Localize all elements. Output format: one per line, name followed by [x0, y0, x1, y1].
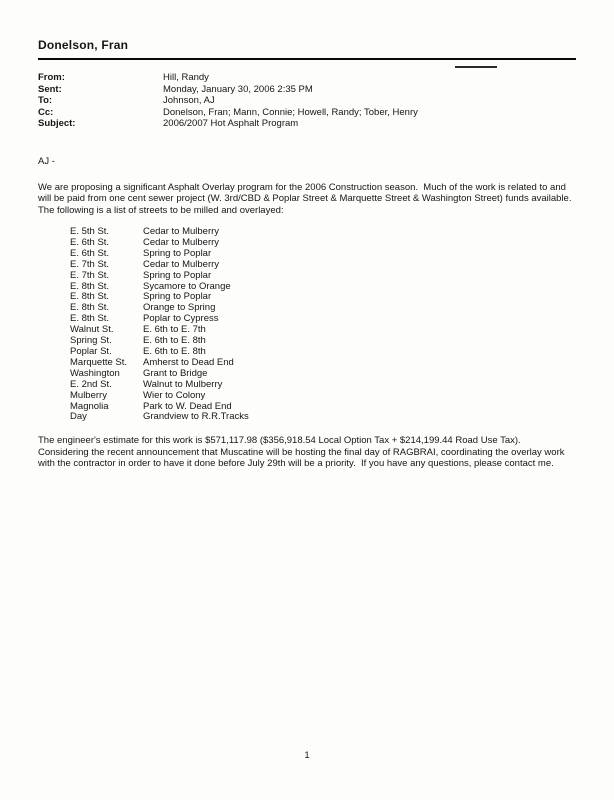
street-range: E. 6th to E. 8th: [143, 335, 206, 347]
email-header-row: [38, 72, 576, 84]
recipient-name-header: Donelson, Fran: [38, 38, 129, 52]
street-range: Poplar to Cypress: [143, 313, 219, 325]
street-name: E. 8th St.: [70, 302, 110, 314]
street-range: E. 6th to E. 8th: [143, 345, 206, 357]
email-field-label: Sent:: [38, 83, 62, 95]
street-range: Orange to Spring: [143, 302, 216, 314]
street-name: E. 8th St.: [70, 313, 110, 325]
intro-paragraph: We are proposing a significant Asphalt Overlay program for the 2006 Construction season. Much of the work is related to and will be paid from one cent sewer project (W. 3rd/CBD & Poplar Street & Marquette Street & Washington Street) funds available. The following is a list of streets to be milled and overlayed:: [38, 181, 577, 216]
email-field-value: 2006/2007 Hot Asphalt Program: [163, 118, 299, 129]
street-name: Spring St.: [70, 335, 112, 347]
street-name: Poplar St.: [70, 345, 112, 357]
street-name: E. 6th St.: [70, 236, 110, 248]
street-range: Spring to Poplar: [143, 247, 212, 259]
street-name: E. 7th St.: [70, 269, 110, 281]
street-name: E. 8th St.: [70, 291, 110, 303]
street-row: [70, 391, 576, 402]
street-name: E. 6th St.: [70, 247, 110, 259]
street-row: [70, 271, 576, 282]
street-range: Cedar to Mulberry: [143, 226, 220, 237]
document-header: [38, 36, 576, 60]
email-header-row: [38, 84, 576, 96]
email-header-block: [38, 72, 576, 130]
email-field-label: To:: [38, 95, 53, 106]
street-range: Park to W. Dead End: [143, 400, 232, 412]
street-range: Spring to Poplar: [143, 291, 212, 303]
street-range: Spring to Poplar: [143, 269, 212, 281]
street-row: [70, 380, 576, 391]
street-name: Day: [70, 411, 87, 423]
street-name: Walnut St.: [70, 324, 114, 336]
street-row: [70, 412, 576, 423]
street-name: E. 2nd St.: [70, 378, 112, 390]
closing-paragraph: The engineer's estimate for this work is $571,117.98 ($356,918.54 Local Option Tax + $214,199.44 Road Use Tax). Considering the recent announcement that Muscatine will be hosting the final day of RAGBRAI, coordinating the overlay work with the contractor in order to have it done before July 29th will be a priority. If you have any questions, please contact me.: [38, 435, 568, 470]
street-range: Cedar to Mulberry: [143, 236, 220, 248]
street-list: [70, 227, 576, 423]
email-field-value: Johnson, AJ: [163, 95, 215, 106]
street-name: Marquette St.: [70, 356, 128, 368]
street-name: Mulberry: [70, 389, 107, 401]
street-name: E. 7th St.: [70, 258, 110, 270]
street-range: Grandview to R.R.Tracks: [143, 411, 249, 423]
email-field-label: From:: [38, 72, 65, 83]
email-field-value: Monday, January 30, 2006 2:35 PM: [163, 83, 313, 95]
email-field-value: Donelson, Fran; Mann, Connie; Howell, Randy; Tober, Henry: [163, 106, 418, 118]
street-range: Cedar to Mulberry: [143, 258, 220, 270]
street-row: [70, 260, 576, 271]
street-range: E. 6th to E. 7th: [143, 324, 206, 336]
email-header-row: [38, 95, 576, 107]
street-name: E. 8th St.: [70, 280, 110, 292]
street-range: Wier to Colony: [143, 389, 206, 401]
email-header-row: [38, 107, 576, 119]
street-range: Walnut to Mulberry: [143, 378, 223, 390]
street-name: Washington: [70, 367, 120, 379]
street-name: E. 5th St.: [70, 226, 110, 237]
email-field-label: Cc:: [38, 106, 54, 118]
page-number: 1: [304, 750, 310, 761]
street-name: Magnolia: [70, 400, 109, 412]
street-range: Amherst to Dead End: [143, 356, 234, 368]
email-field-value: Hill, Randy: [163, 72, 209, 83]
salutation: AJ -: [38, 155, 55, 167]
email-field-label: Subject:: [38, 118, 76, 129]
email-header-row: [38, 118, 576, 130]
street-range: Grant to Bridge: [143, 367, 208, 379]
street-range: Sycamore to Orange: [143, 280, 231, 292]
